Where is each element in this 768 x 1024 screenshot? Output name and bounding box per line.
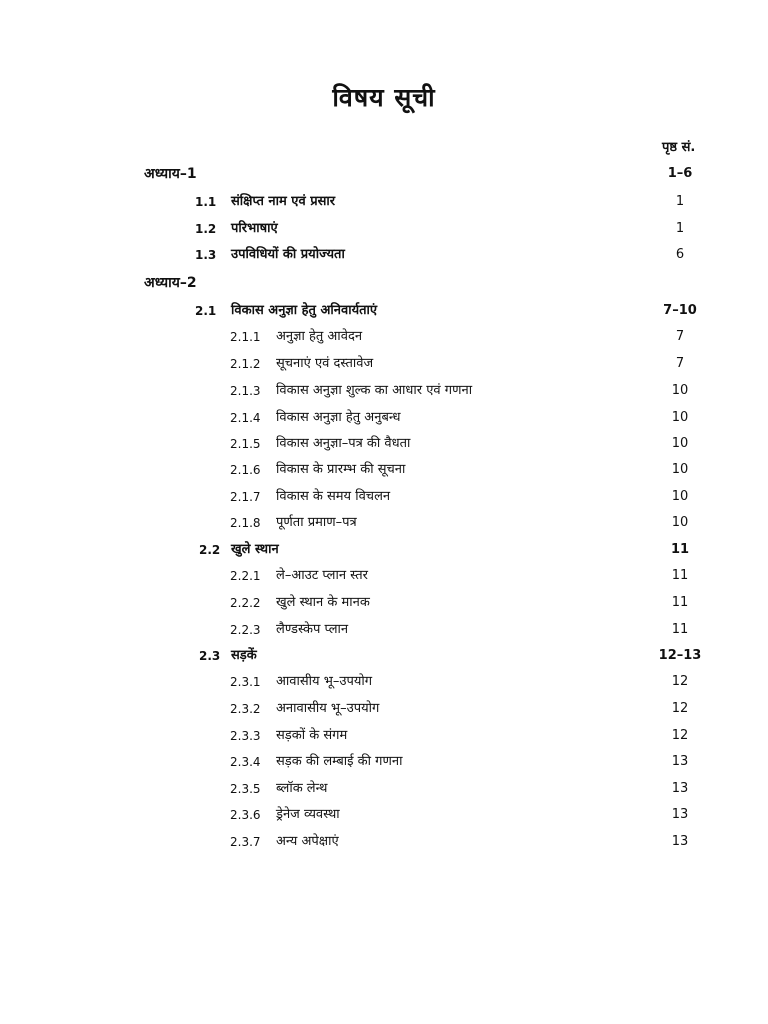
toc-entry-page: 13 [671, 781, 689, 796]
toc-entry-title: खुले स्थान [231, 542, 279, 557]
toc-entry-title: परिभाषाएं [231, 221, 278, 236]
toc-entry-page: 13 [671, 754, 689, 769]
toc-entry-number: 2.3 [199, 649, 221, 663]
toc-entry-title: अध्याय–2 [144, 275, 197, 291]
toc-entry-page: 10 [671, 410, 689, 425]
toc-section [0, 244, 768, 266]
toc-entry-title: सड़कों के संगम [276, 728, 348, 743]
toc-entry-title: सड़कें [231, 648, 257, 663]
toc-subsection [0, 751, 768, 773]
toc-entry-number: 2.1.3 [230, 384, 261, 398]
toc-subsection [0, 380, 768, 402]
toc-entry-title: विकास अनुज्ञा–पत्र की वैधता [276, 436, 411, 451]
toc-subsection [0, 459, 768, 481]
toc-entry-page: 10 [671, 462, 689, 477]
toc-entry-page: 1 [675, 194, 685, 209]
toc-subsection [0, 486, 768, 508]
toc-subsection [0, 353, 768, 375]
toc-subsection [0, 671, 768, 693]
toc-entry-page: 12 [671, 701, 689, 716]
toc-subsection [0, 778, 768, 800]
toc-entry-number: 2.1.6 [230, 463, 261, 477]
toc-subsection [0, 565, 768, 587]
toc-entry-title: संक्षिप्त नाम एवं प्रसार [231, 194, 336, 209]
toc-entry-number: 2.3.5 [230, 782, 261, 796]
toc-subsection [0, 433, 768, 455]
toc-entry-number: 2.1 [195, 304, 217, 318]
toc-entry-title: विकास के समय विचलन [276, 489, 391, 504]
toc-subsection [0, 592, 768, 614]
toc-section [0, 300, 768, 322]
toc-entry-number: 2.3.4 [230, 755, 261, 769]
toc-subsection [0, 407, 768, 429]
toc-entry-page: 11 [671, 622, 689, 637]
toc-entry-number: 1.1 [195, 195, 217, 209]
toc-subsection [0, 725, 768, 747]
toc-entry-page: 11 [670, 542, 690, 557]
toc-entry-number: 2.2.3 [230, 623, 261, 637]
toc-entry-page: 7–10 [663, 303, 697, 318]
toc-entry-number: 2.2.2 [230, 596, 261, 610]
toc-section [0, 191, 768, 213]
toc-entry-page: 1 [675, 221, 685, 236]
toc-subsection [0, 698, 768, 720]
page-number-column-header: पृष्ठ सं. [662, 140, 696, 155]
toc-entry-page: 6 [675, 247, 685, 262]
toc-entry-number: 2.1.2 [230, 357, 261, 371]
toc-section [0, 218, 768, 240]
toc-entry-page: 11 [671, 595, 689, 610]
toc-entry-number: 2.3.7 [230, 835, 261, 849]
toc-entry-number: 2.1.1 [230, 330, 261, 344]
toc-entry-page: 12–13 [658, 648, 702, 663]
toc-entry-title: उपविधियों की प्रयोज्यता [231, 247, 345, 262]
toc-subsection [0, 804, 768, 826]
toc-entry-title: ड्रेनेज व्यवस्था [276, 807, 340, 822]
toc-entry-title: ब्लॉक लेन्थ [276, 781, 328, 796]
toc-section [0, 539, 768, 561]
toc-entry-number: 2.3.1 [230, 675, 261, 689]
toc-entry-title: अनावासीय भू–उपयोग [276, 701, 380, 716]
toc-entry-page: 10 [671, 515, 689, 530]
toc-entry-number: 1.3 [195, 248, 217, 262]
toc-entry-number: 2.1.8 [230, 516, 261, 530]
toc-entry-number: 2.2 [199, 543, 221, 557]
toc-entry-page: 1–6 [667, 166, 693, 181]
toc-entry-title: खुले स्थान के मानक [276, 595, 370, 610]
toc-entry-title: अध्याय–1 [144, 166, 197, 182]
toc-entry-page: 10 [671, 489, 689, 504]
toc-chapter-heading [0, 272, 768, 294]
toc-entry-number: 2.1.4 [230, 411, 261, 425]
toc-entry-page: 11 [671, 568, 689, 583]
toc-entry-number: 2.1.7 [230, 490, 261, 504]
toc-subsection [0, 326, 768, 348]
toc-chapter-heading [0, 163, 768, 185]
toc-entry-title: लैण्डस्केप प्लान [276, 622, 349, 637]
toc-subsection [0, 831, 768, 853]
toc-entry-number: 1.2 [195, 222, 217, 236]
toc-entry-title: विकास अनुज्ञा हेतु अनिवार्यताएं [231, 303, 378, 318]
toc-entry-page: 10 [671, 383, 689, 398]
toc-subsection [0, 512, 768, 534]
toc-entry-title: सूचनाएं एवं दस्तावेज [276, 356, 374, 371]
toc-entry-page: 7 [675, 356, 685, 371]
page-title: विषय सूची [332, 83, 436, 112]
toc-entry-number: 2.1.5 [230, 437, 261, 451]
toc-entry-page: 12 [671, 674, 689, 689]
toc-entry-page: 13 [671, 807, 689, 822]
toc-entry-page: 10 [671, 436, 689, 451]
toc-entry-title: ले–आउट प्लान स्तर [276, 568, 368, 583]
toc-entry-title: सड़क की लम्बाई की गणना [276, 754, 403, 769]
toc-entry-page: 12 [671, 728, 689, 743]
toc-entry-title: अनुज्ञा हेतु आवेदन [276, 329, 363, 344]
toc-entry-number: 2.3.3 [230, 729, 261, 743]
toc-entry-number: 2.3.6 [230, 808, 261, 822]
toc-subsection [0, 619, 768, 641]
toc-entry-number: 2.3.2 [230, 702, 261, 716]
toc-entry-title: पूर्णता प्रमाण–पत्र [276, 515, 357, 530]
toc-entry-title: विकास अनुज्ञा शुल्क का आधार एवं गणना [276, 383, 473, 398]
toc-entry-title: विकास अनुज्ञा हेतु अनुबन्ध [276, 410, 401, 425]
toc-entry-number: 2.2.1 [230, 569, 261, 583]
toc-entry-title: अन्य अपेक्षाएं [276, 834, 339, 849]
toc-entry-title: विकास के प्रारम्भ की सूचना [276, 462, 406, 477]
toc-entry-page: 7 [675, 329, 685, 344]
toc-entry-title: आवासीय भू–उपयोग [276, 674, 373, 689]
toc-entry-page: 13 [671, 834, 689, 849]
toc-section [0, 645, 768, 667]
